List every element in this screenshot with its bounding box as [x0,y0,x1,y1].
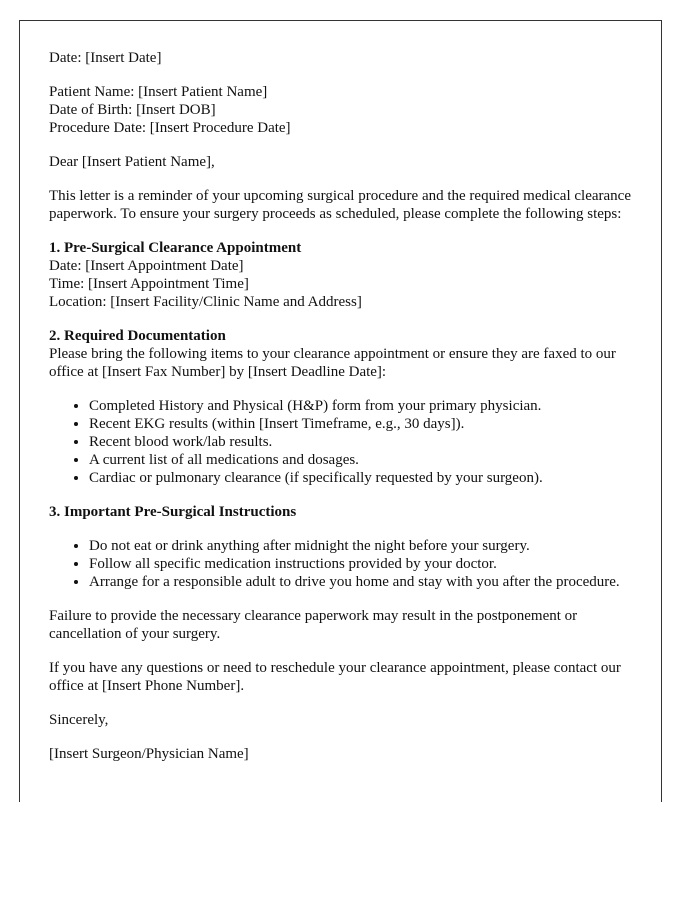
appointment-location: Location: [Insert Facility/Clinic Name and Address] [49,294,362,310]
section-heading: 3. Important Pre-Surgical Instructions [49,504,297,520]
signature: [Insert Surgeon/Physician Name] [49,746,249,762]
list-item: • Recent EKG results (within [Insert Timeframe, e.g., 30 days]). [89,415,632,433]
list-item: • A current list of all medications and dosages. [89,451,632,469]
intro-paragraph: This letter is a reminder of your upcoming surgical procedure and the required medical clearance paperwork. To ensure your surgery proceeds as scheduled, please complete the following steps: [49,188,631,222]
list-item: • Do not eat or drink anything after midnight the night before your surgery. [89,537,632,555]
section-heading: 1. Pre-Surgical Clearance Appointment [49,240,302,256]
section-appointment [49,239,632,311]
patient-dob: Date of Birth: [Insert DOB] [49,102,216,118]
list-item: • Follow all specific medication instructions provided by your doctor. [89,555,632,573]
patient-name: Patient Name: [Insert Patient Name] [49,84,268,100]
procedure-date: Procedure Date: [Insert Procedure Date] [49,120,291,136]
appointment-date: Date: [Insert Appointment Date] [49,258,244,274]
date-line: Date: [Insert Date] [49,50,162,66]
patient-info [49,83,632,137]
letter [19,20,662,802]
warning-paragraph: Failure to provide the necessary clearance paperwork may result in the postponement or cancellation of your surgery. [49,608,578,642]
section-heading: 2. Required Documentation [49,328,226,344]
section-documentation [49,327,632,381]
list-item: • Recent blood work/lab results. [89,433,632,451]
list-item: • Cardiac or pulmonary clearance (if specifically requested by your surgeon). [89,469,632,487]
contact-paragraph: If you have any questions or need to reschedule your clearance appointment, please contact our office at [Insert Phone Number]. [49,660,621,694]
salutation: Dear [Insert Patient Name], [49,154,215,170]
section-instructions [49,503,632,521]
list-item: • Completed History and Physical (H&P) form from your primary physician. [89,397,632,415]
closing: Sincerely, [49,712,109,728]
instructions-list [49,537,632,591]
documentation-list [49,397,632,487]
appointment-time: Time: [Insert Appointment Time] [49,276,249,292]
documentation-text: Please bring the following items to your clearance appointment or ensure they are faxed to our office at [Insert Fax Number] by [Insert Deadline Date]: [49,346,616,380]
list-item: • Arrange for a responsible adult to drive you home and stay with you after the procedure. [89,573,632,591]
